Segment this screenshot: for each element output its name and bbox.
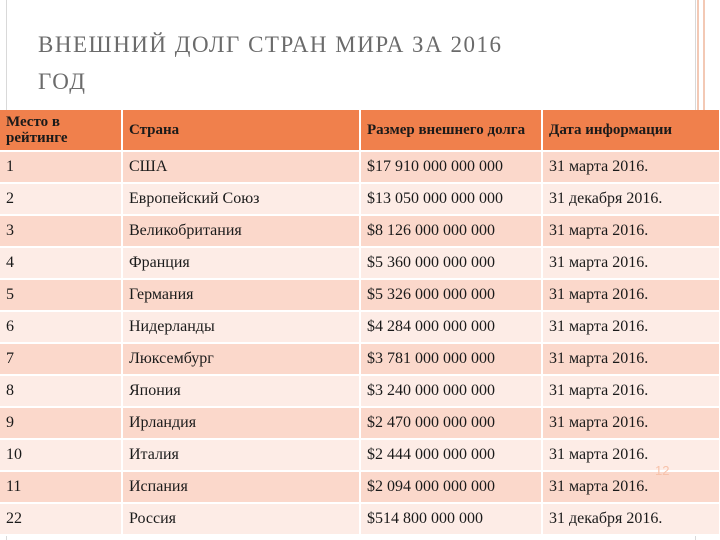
date-cell: 31 марта 2016. — [542, 407, 720, 439]
debt-cell: $4 284 000 000 000 — [360, 311, 542, 343]
country-cell: Нидерланды — [122, 311, 360, 343]
slide-title — [38, 26, 658, 100]
table-row — [0, 279, 720, 311]
country-cell: США — [122, 151, 360, 183]
country-cell: Европейский Союз — [122, 183, 360, 215]
table-row — [0, 311, 720, 343]
date-cell: 31 марта 2016. — [542, 439, 720, 471]
table-row — [0, 343, 720, 375]
date-cell: 31 марта 2016. — [542, 151, 720, 183]
rank-cell: 5 — [0, 279, 122, 311]
date-cell: 31 марта 2016. — [542, 375, 720, 407]
country-cell: Италия — [122, 439, 360, 471]
table-row — [0, 247, 720, 279]
date-cell: 31 марта 2016. — [542, 215, 720, 247]
rank-cell: 7 — [0, 343, 122, 375]
country-cell: Ирландия — [122, 407, 360, 439]
slide-title-line-1: ВНЕШНИЙ ДОЛГ СТРАН МИРА ЗА 2016 — [38, 32, 503, 57]
country-cell: Франция — [122, 247, 360, 279]
country-cell: Россия — [122, 503, 360, 535]
date-cell: 31 марта 2016. — [542, 311, 720, 343]
rank-cell: 22 — [0, 503, 122, 535]
date-cell: 31 декабря 2016. — [542, 503, 720, 535]
header-country: Страна — [122, 110, 360, 151]
debt-cell: $2 094 000 000 000 — [360, 471, 542, 503]
rank-cell: 8 — [0, 375, 122, 407]
country-cell: Испания — [122, 471, 360, 503]
debt-cell: $13 050 000 000 000 — [360, 183, 542, 215]
debt-table-container — [0, 110, 720, 536]
rank-cell: 4 — [0, 247, 122, 279]
debt-cell: $3 240 000 000 000 — [360, 375, 542, 407]
slide-title-line-2: ГОД — [38, 69, 87, 94]
table-row — [0, 183, 720, 215]
rank-cell: 11 — [0, 471, 122, 503]
rank-cell: 2 — [0, 183, 122, 215]
table-row — [0, 471, 720, 503]
date-cell: 31 марта 2016. — [542, 343, 720, 375]
header-info-date: Дата информации — [542, 110, 720, 151]
country-cell: Япония — [122, 375, 360, 407]
date-cell: 31 марта 2016. — [542, 247, 720, 279]
date-cell: 31 декабря 2016. — [542, 183, 720, 215]
debt-cell: $2 470 000 000 000 — [360, 407, 542, 439]
debt-cell: $17 910 000 000 000 — [360, 151, 542, 183]
rank-cell: 1 — [0, 151, 122, 183]
country-cell: Великобритания — [122, 215, 360, 247]
debt-cell: $5 326 000 000 000 — [360, 279, 542, 311]
table-row — [0, 407, 720, 439]
debt-cell: $514 800 000 000 — [360, 503, 542, 535]
debt-table — [0, 110, 720, 536]
country-cell: Германия — [122, 279, 360, 311]
accent-line — [697, 0, 699, 110]
debt-cell: $8 126 000 000 000 — [360, 215, 542, 247]
debt-cell: $3 781 000 000 000 — [360, 343, 542, 375]
table-row — [0, 215, 720, 247]
table-row — [0, 439, 720, 471]
rank-cell: 3 — [0, 215, 122, 247]
rank-cell: 10 — [0, 439, 122, 471]
rank-cell: 9 — [0, 407, 122, 439]
table-row — [0, 503, 720, 535]
header-rank: Место в рейтинге — [0, 110, 122, 151]
page-number: 12 — [655, 463, 670, 478]
table-row — [0, 375, 720, 407]
country-cell: Люксембург — [122, 343, 360, 375]
date-cell: 31 марта 2016. — [542, 279, 720, 311]
header-debt-size: Размер внешнего долга — [360, 110, 542, 151]
rank-cell: 6 — [0, 311, 122, 343]
table-row — [0, 151, 720, 183]
table-header-row — [0, 110, 720, 151]
debt-cell: $2 444 000 000 000 — [360, 439, 542, 471]
debt-cell: $5 360 000 000 000 — [360, 247, 542, 279]
accent-line — [703, 0, 705, 110]
date-cell: 31 марта 2016. — [542, 471, 720, 503]
